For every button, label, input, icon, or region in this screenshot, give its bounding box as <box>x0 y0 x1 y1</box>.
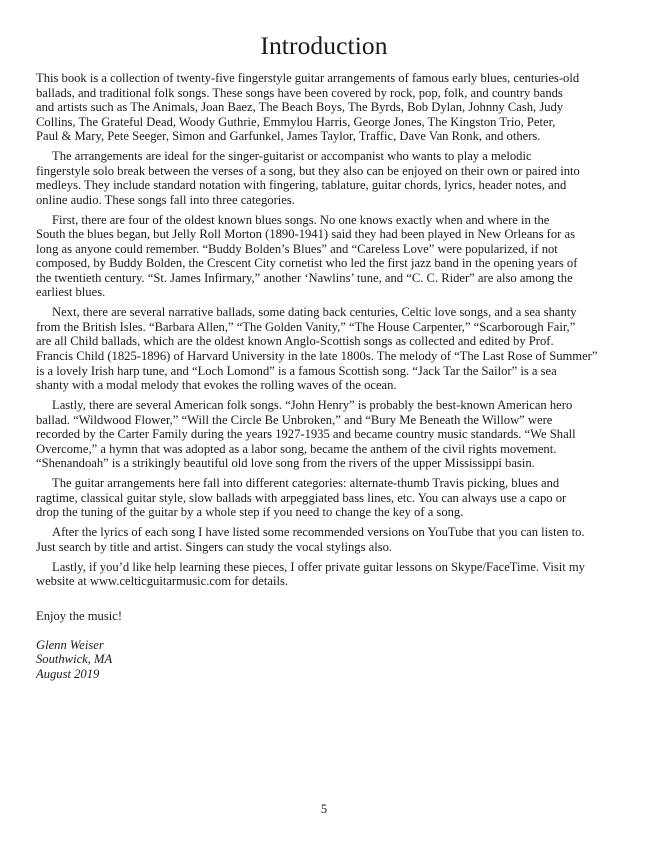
text-line: Lastly, there are several American folk songs. “John Henry” is probably the best-known American hero <box>52 398 573 413</box>
text-line: the twentieth century. “St. James Infirmary,” another ‘Nawlins’ tune, and “C. C. Rider” are also among the <box>36 270 573 285</box>
text-line: composed, by Buddy Bolden, the Crescent City cornetist who led the first jazz band in the opening years of <box>36 256 578 271</box>
closing-line <box>36 609 626 624</box>
text-line: and artists such as The Animals, Joan Baez, The Beach Boys, The Byrds, Bob Dylan, Johnny Cash, Judy <box>36 100 564 115</box>
spacer <box>36 629 626 638</box>
text-line: drop the tuning of the guitar by a whole step if you need to change the key of a song. <box>36 505 464 520</box>
text-line: This book is a collection of twenty-five fingerstyle guitar arrangements of famous early blues, centuries-old <box>36 71 580 85</box>
text-line: are all Child ballads, which are the oldest known Anglo-Scottish songs as collected and edited by Prof. <box>36 334 554 349</box>
text-line: First, there are four of the oldest known blues songs. No one knows exactly when and where in the <box>52 212 550 227</box>
text-line: fingerstyle solo break between the verses of a song, but they also can be enjoyed on their own or paired into <box>36 163 580 178</box>
text-line: ballads, and traditional folk songs. These songs have been covered by rock, pop, folk, and country bands <box>36 85 563 100</box>
text-line: medleys. They include standard notation with fingering, tablature, guitar chords, lyrics, header notes, and <box>36 178 567 193</box>
paragraph-8 <box>36 560 626 589</box>
text-line: is a lovely Irish harp tune, and “Loch Lomond” is a famous Scottish song. “Jack Tar the Sailor” is a sea <box>36 363 557 378</box>
text-line: South the blues began, but Jelly Roll Morton (1890-1941) said they had been played in New Orleans for as <box>36 227 575 242</box>
text-line: Paul & Mary, Pete Seeger, Simon and Garfunkel, James Taylor, Traffic, Dave Van Ronk, and others. <box>36 129 541 144</box>
text-line: Collins, The Grateful Dead, Woody Guthrie, Emmylou Harris, George Jones, The Kingston Trio, Peter, <box>36 114 556 129</box>
paragraph-4 <box>36 305 626 392</box>
text-line: long as anyone could remember. “Buddy Bolden’s Blues” and “Careless Love” were popularized, if not <box>36 241 558 256</box>
text-line: The arrangements are ideal for the singer-guitarist or accompanist who wants to play a melodic <box>52 149 532 164</box>
text-line: shanty with a modal melody that evokes the rolling waves of the ocean. <box>36 378 397 393</box>
paragraph-7 <box>36 525 626 554</box>
paragraph-1 <box>36 71 626 144</box>
text-line: Overcome,” a hymn that was adopted as a labor song, became the anthem of the civil rights movement. <box>36 441 557 456</box>
closing-text: Enjoy the music! <box>36 608 123 623</box>
text-line: ballad. “Wildwood Flower,” “Will the Circle Be Unbroken,” and “Bury Me Beneath the Willow” were <box>36 412 553 427</box>
text-line: ragtime, classical guitar style, slow ballads with arpeggiated bass lines, etc. You can always use a capo or <box>36 490 567 505</box>
signature-location: Southwick, MA <box>36 652 113 667</box>
text-line: Next, there are several narrative ballads, some dating back centuries, Celtic love songs, and a sea shanty <box>52 305 577 320</box>
text-line: After the lyrics of each song I have listed some recommended versions on YouTube that you can listen to. <box>52 525 585 540</box>
text-line: online audio. These songs fall into three categories. <box>36 192 295 207</box>
text-line: Lastly, if you’d like help learning these pieces, I offer private guitar lessons on Skype/FaceTime. Visit my <box>52 559 585 574</box>
text-line: website at www.celticguitarmusic.com for details. <box>36 574 289 589</box>
text-line: from the British Isles. “Barbara Allen,” “The Golden Vanity,” “The House Carpenter,” “Scarborough Fair,” <box>36 319 576 334</box>
signature-name: Glenn Weiser <box>36 637 104 652</box>
text-line: “Shenandoah” is a strikingly beautiful old love song from the rivers of the upper Mississippi basin. <box>36 456 535 471</box>
paragraph-5 <box>36 398 626 471</box>
text-line: earliest blues. <box>36 285 106 300</box>
spacer <box>36 594 626 609</box>
paragraph-2 <box>36 149 626 207</box>
text-line: recorded by the Carter Family during the years 1927-1935 and became country music standards. “We Shall <box>36 427 576 442</box>
text-line: Just search by title and artist. Singers can study the vocal stylings also. <box>36 539 393 554</box>
signature-block <box>36 638 626 682</box>
paragraph-3 <box>36 213 626 300</box>
page-title: Introduction <box>260 31 388 60</box>
signature-date: August 2019 <box>36 666 100 681</box>
paragraph-6 <box>36 476 626 520</box>
page-number: 5 <box>320 802 328 816</box>
text-line: The guitar arrangements here fall into different categories: alternate-thumb Travis picking, blues and <box>52 476 560 491</box>
intro-body <box>36 71 626 681</box>
text-line: Francis Child (1825-1896) of Harvard University in the late 1800s. The melody of “The Last Rose of Summer” <box>36 349 598 364</box>
